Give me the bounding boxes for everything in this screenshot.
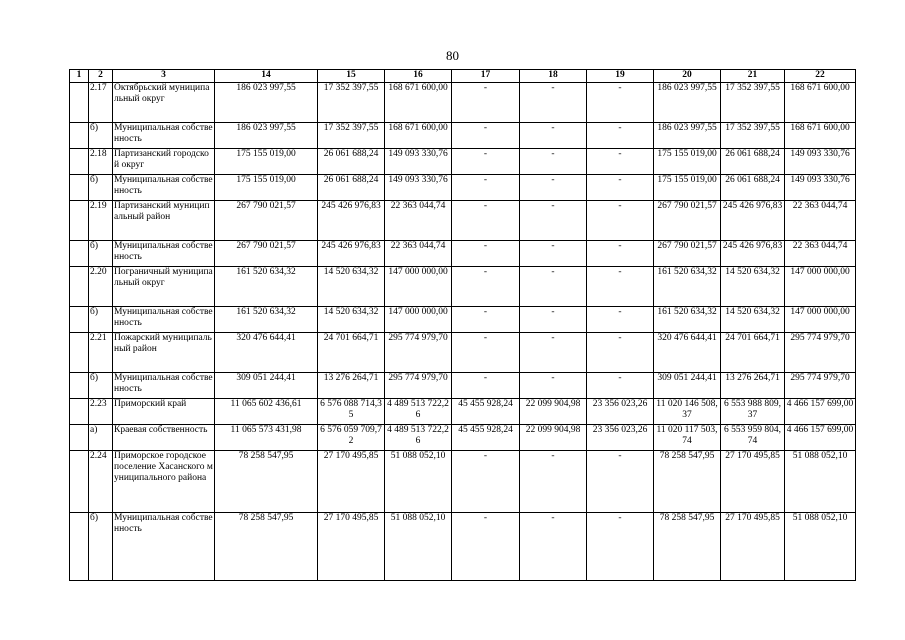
table-cell: Муниципальная собственность — [113, 513, 215, 581]
table-cell: - — [520, 175, 587, 201]
table-cell: - — [587, 333, 654, 373]
table-cell: 17 352 397,55 — [318, 123, 385, 149]
table-cell: 175 155 019,00 — [215, 175, 318, 201]
table-cell: - — [587, 149, 654, 175]
table-row — [70, 175, 856, 201]
table-cell: 4 466 157 699,00 — [785, 399, 856, 425]
table-cell: 161 520 634,32 — [654, 267, 721, 307]
table-cell: Приморское городское поселение Хасанского муниципального района — [113, 451, 215, 513]
table-cell: 22 099 904,98 — [520, 399, 587, 425]
table-cell: 6 576 059 709,72 — [318, 425, 385, 451]
column-header: 20 — [654, 70, 721, 83]
table-cell: - — [520, 333, 587, 373]
table-cell: 309 051 244,41 — [215, 373, 318, 399]
table-cell — [70, 307, 89, 333]
table-cell: Партизанский муниципальный район — [113, 201, 215, 241]
table-cell: - — [587, 451, 654, 513]
table-cell: 175 155 019,00 — [654, 175, 721, 201]
table-cell: 186 023 997,55 — [215, 123, 318, 149]
table-cell: 2.18 — [89, 149, 113, 175]
page-number: 80 — [446, 48, 459, 63]
table-cell — [70, 241, 89, 267]
table-cell: - — [452, 513, 520, 581]
table-cell: 78 258 547,95 — [654, 513, 721, 581]
column-header: 21 — [721, 70, 785, 83]
table-cell: - — [452, 333, 520, 373]
table-cell: - — [587, 267, 654, 307]
table-cell: - — [520, 451, 587, 513]
table-cell: Пограничный муниципальный округ — [113, 267, 215, 307]
table-cell: 78 258 547,95 — [215, 513, 318, 581]
table-cell: 22 363 044,74 — [785, 201, 856, 241]
column-header: 1 — [70, 70, 89, 83]
table-cell: - — [452, 307, 520, 333]
table-cell: 14 520 634,32 — [318, 307, 385, 333]
table-cell: б) — [89, 373, 113, 399]
table-cell: 17 352 397,55 — [721, 123, 785, 149]
table-cell — [70, 513, 89, 581]
table-cell: 168 671 600,00 — [385, 83, 452, 123]
table-cell: - — [520, 241, 587, 267]
table-cell: 45 455 928,24 — [452, 425, 520, 451]
column-header: 15 — [318, 70, 385, 83]
table-cell: 186 023 997,55 — [654, 83, 721, 123]
table-cell: Пожарский муниципальный район — [113, 333, 215, 373]
data-table — [69, 69, 856, 581]
table-cell: 17 352 397,55 — [721, 83, 785, 123]
table-cell: 2.24 — [89, 451, 113, 513]
table-cell: 2.21 — [89, 333, 113, 373]
table-row — [70, 307, 856, 333]
table-cell: Октябрьский муниципальный округ — [113, 83, 215, 123]
table-cell: 161 520 634,32 — [215, 267, 318, 307]
table-cell: 161 520 634,32 — [654, 307, 721, 333]
table-cell: 161 520 634,32 — [215, 307, 318, 333]
table-cell: - — [452, 83, 520, 123]
column-header: 16 — [385, 70, 452, 83]
table-cell: 24 701 664,71 — [721, 333, 785, 373]
table-cell: 26 061 688,24 — [318, 149, 385, 175]
table-cell: - — [520, 373, 587, 399]
table-row — [70, 241, 856, 267]
table-cell: Муниципальная собственность — [113, 373, 215, 399]
table-cell: 147 000 000,00 — [785, 267, 856, 307]
table-row — [70, 399, 856, 425]
table-cell: - — [452, 267, 520, 307]
table-cell: 26 061 688,24 — [318, 175, 385, 201]
table-cell: 2.17 — [89, 83, 113, 123]
column-header: 17 — [452, 70, 520, 83]
table-cell: 27 170 495,85 — [721, 451, 785, 513]
table-cell: 24 701 664,71 — [318, 333, 385, 373]
table-cell: 2.23 — [89, 399, 113, 425]
table-cell: 51 088 052,10 — [785, 513, 856, 581]
table-cell: 147 000 000,00 — [385, 267, 452, 307]
table-row — [70, 513, 856, 581]
table-cell: 14 520 634,32 — [721, 307, 785, 333]
table-cell: б) — [89, 307, 113, 333]
table-cell: 26 061 688,24 — [721, 175, 785, 201]
table-row — [70, 201, 856, 241]
table-cell: 23 356 023,26 — [587, 425, 654, 451]
table-cell: 23 356 023,26 — [587, 399, 654, 425]
table-cell: 11 065 573 431,98 — [215, 425, 318, 451]
table-row — [70, 83, 856, 123]
table-cell: 78 258 547,95 — [215, 451, 318, 513]
table-cell: 6 576 088 714,35 — [318, 399, 385, 425]
table-cell: а) — [89, 425, 113, 451]
table-cell: - — [520, 267, 587, 307]
table-cell: 245 426 976,83 — [318, 201, 385, 241]
table-row — [70, 123, 856, 149]
table-cell: - — [452, 241, 520, 267]
table-cell: Муниципальная собственность — [113, 307, 215, 333]
table-cell: 14 520 634,32 — [721, 267, 785, 307]
table-cell: Муниципальная собственность — [113, 175, 215, 201]
table-cell: 2.20 — [89, 267, 113, 307]
table-cell: 4 489 513 722,26 — [385, 425, 452, 451]
table-cell: - — [452, 373, 520, 399]
table-cell: 295 774 979,70 — [385, 333, 452, 373]
table-cell: 22 363 044,74 — [785, 241, 856, 267]
table-cell: - — [452, 123, 520, 149]
table-cell — [70, 425, 89, 451]
table-cell: 147 000 000,00 — [385, 307, 452, 333]
table-cell: 245 426 976,83 — [318, 241, 385, 267]
table-cell: 245 426 976,83 — [721, 241, 785, 267]
table-cell — [70, 83, 89, 123]
table-cell: 186 023 997,55 — [654, 123, 721, 149]
table-cell: Приморский край — [113, 399, 215, 425]
table-cell: - — [587, 83, 654, 123]
table-cell: 27 170 495,85 — [318, 513, 385, 581]
table-cell: 13 276 264,71 — [318, 373, 385, 399]
table-cell: б) — [89, 175, 113, 201]
table-cell: 149 093 330,76 — [785, 149, 856, 175]
table-cell: 11 020 117 503,74 — [654, 425, 721, 451]
table-cell: 6 553 988 809,37 — [721, 399, 785, 425]
table-cell: - — [520, 83, 587, 123]
table-cell: - — [587, 513, 654, 581]
table-cell: 168 671 600,00 — [785, 83, 856, 123]
table-cell: 186 023 997,55 — [215, 83, 318, 123]
table-cell: 149 093 330,76 — [785, 175, 856, 201]
table-cell: 245 426 976,83 — [721, 201, 785, 241]
table-cell: 11 065 602 436,61 — [215, 399, 318, 425]
table-cell: - — [587, 307, 654, 333]
table-cell: 168 671 600,00 — [385, 123, 452, 149]
table-cell: 295 774 979,70 — [785, 333, 856, 373]
table-cell: 175 155 019,00 — [654, 149, 721, 175]
table-cell: - — [452, 149, 520, 175]
table-cell: 2.19 — [89, 201, 113, 241]
table-cell: 267 790 021,57 — [215, 241, 318, 267]
table-cell: - — [587, 123, 654, 149]
table-cell: Краевая собственность — [113, 425, 215, 451]
table-cell: 78 258 547,95 — [654, 451, 721, 513]
table-cell: 4 489 513 722,26 — [385, 399, 452, 425]
table-cell: б) — [89, 241, 113, 267]
table-cell: 51 088 052,10 — [385, 513, 452, 581]
table-cell: - — [587, 201, 654, 241]
table-row — [70, 149, 856, 175]
table-cell: 320 476 644,41 — [654, 333, 721, 373]
table-row — [70, 267, 856, 307]
table-cell: 6 553 959 804,74 — [721, 425, 785, 451]
table-cell — [70, 399, 89, 425]
table-cell: 51 088 052,10 — [385, 451, 452, 513]
table-cell — [70, 201, 89, 241]
table-cell: - — [520, 307, 587, 333]
column-header: 18 — [520, 70, 587, 83]
column-header: 22 — [785, 70, 856, 83]
table-row — [70, 425, 856, 451]
table-cell: - — [587, 241, 654, 267]
table-cell: - — [452, 451, 520, 513]
table-cell: - — [452, 175, 520, 201]
table-cell: 27 170 495,85 — [721, 513, 785, 581]
table-cell: 14 520 634,32 — [318, 267, 385, 307]
table-cell: 22 363 044,74 — [385, 201, 452, 241]
table-cell: 26 061 688,24 — [721, 149, 785, 175]
column-header: 3 — [113, 70, 215, 83]
table-row — [70, 333, 856, 373]
table-cell: - — [520, 201, 587, 241]
table-header-row — [70, 70, 856, 83]
table-cell: 309 051 244,41 — [654, 373, 721, 399]
table-cell: Партизанский городской округ — [113, 149, 215, 175]
table-cell: 295 774 979,70 — [785, 373, 856, 399]
column-header: 2 — [89, 70, 113, 83]
table-row — [70, 451, 856, 513]
table-cell: 147 000 000,00 — [785, 307, 856, 333]
table-cell: 149 093 330,76 — [385, 175, 452, 201]
table-cell: 27 170 495,85 — [318, 451, 385, 513]
table-cell: 175 155 019,00 — [215, 149, 318, 175]
table-cell: - — [520, 513, 587, 581]
table-cell: 17 352 397,55 — [318, 83, 385, 123]
table-cell: Муниципальная собственность — [113, 123, 215, 149]
table-cell: 22 363 044,74 — [385, 241, 452, 267]
table-cell — [70, 333, 89, 373]
table-cell: 149 093 330,76 — [385, 149, 452, 175]
table-cell: 22 099 904,98 — [520, 425, 587, 451]
column-header: 14 — [215, 70, 318, 83]
table-cell: 267 790 021,57 — [654, 241, 721, 267]
table-cell: 267 790 021,57 — [654, 201, 721, 241]
table-cell: - — [587, 175, 654, 201]
table-cell: 45 455 928,24 — [452, 399, 520, 425]
table-cell: 168 671 600,00 — [785, 123, 856, 149]
table-cell — [70, 451, 89, 513]
table-cell: 4 466 157 699,00 — [785, 425, 856, 451]
table-cell: 13 276 264,71 — [721, 373, 785, 399]
table-cell: - — [587, 373, 654, 399]
table-cell: - — [520, 123, 587, 149]
table-cell — [70, 123, 89, 149]
table-cell: 320 476 644,41 — [215, 333, 318, 373]
table-cell: - — [452, 201, 520, 241]
column-header: 19 — [587, 70, 654, 83]
table-cell: 267 790 021,57 — [215, 201, 318, 241]
table-cell: б) — [89, 123, 113, 149]
table-cell: 11 020 146 508,37 — [654, 399, 721, 425]
table-cell: 295 774 979,70 — [385, 373, 452, 399]
table-cell: 51 088 052,10 — [785, 451, 856, 513]
table-cell — [70, 175, 89, 201]
table-cell: Муниципальная собственность — [113, 241, 215, 267]
table-cell — [70, 373, 89, 399]
table-row — [70, 373, 856, 399]
table-cell — [70, 149, 89, 175]
table-cell: - — [520, 149, 587, 175]
table-cell: б) — [89, 513, 113, 581]
table-cell — [70, 267, 89, 307]
